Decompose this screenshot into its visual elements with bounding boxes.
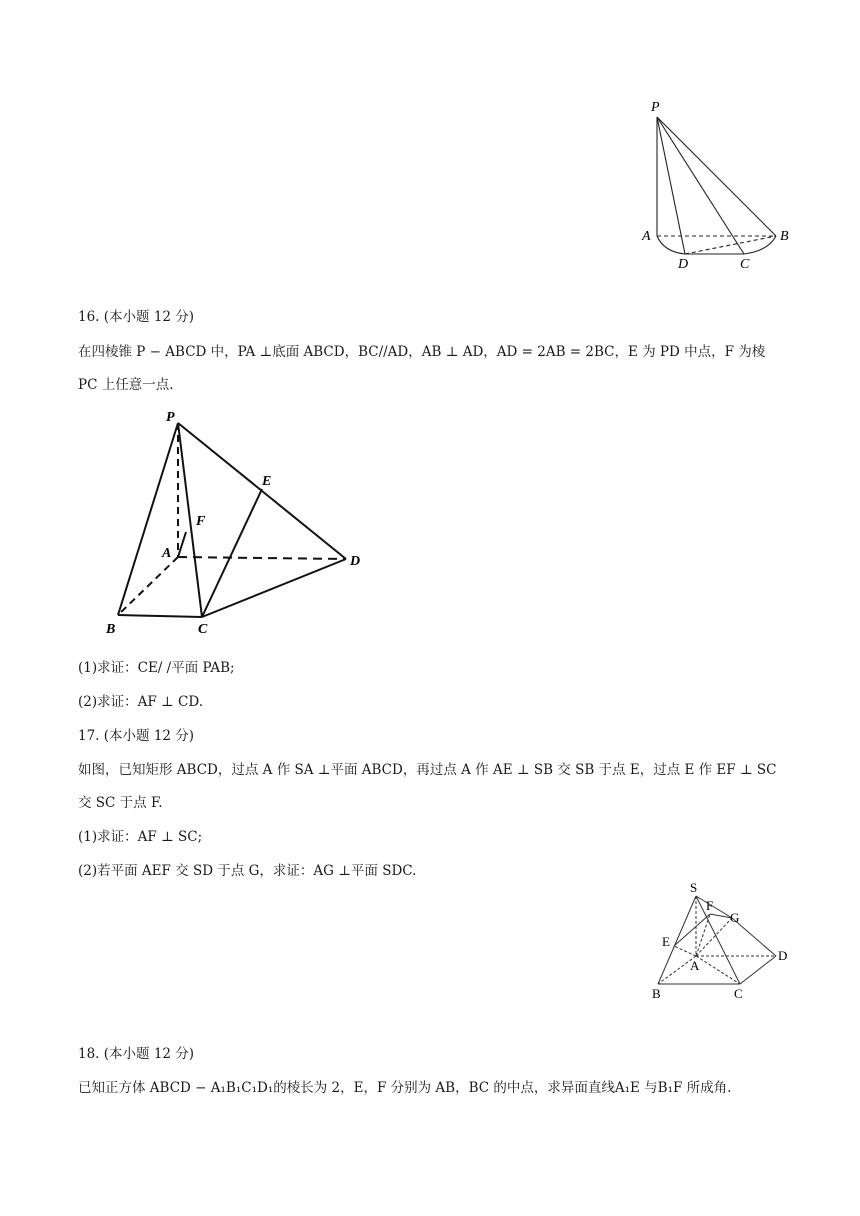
q18-header: 18. (本小题 12 分) [78,1046,195,1062]
pyr16-label-d: D [350,554,361,569]
pyr16-label-b: B [106,622,116,637]
cone-label-b: B [780,229,789,244]
pyr17-label-g: G [730,910,740,925]
pyr17-label-b: B [652,986,661,1001]
q17-part1: (1)求证：AF ⊥ SC; [78,829,203,845]
pyramid16-figure [100,405,370,640]
q16-stem-line2: PC 上任意一点. [78,377,174,393]
q17-part2: (2)若平面 AEF 交 SD 于点 G，求证：AG ⊥平面 SDC. [78,863,417,879]
cone-label-d: D [678,257,689,272]
q18-stem-line1: 已知正方体 ABCD − A₁B₁C₁D₁的棱长为 2，E，F 分别为 AB，BC 的中点，求异面直线A₁E 与B₁F 所成角. [78,1080,732,1096]
pyr17-label-a: A [690,958,700,973]
cone-figure [636,96,796,274]
pyr16-label-e: E [262,474,272,489]
q16-part2: (2)求证：AF ⊥ CD. [78,694,203,710]
pyr17-label-e: E [662,934,670,949]
q17-stem-line2: 交 SC 于点 F. [78,795,163,811]
cone-label-c: C [740,257,750,272]
pyr17-label-c: C [734,986,743,1001]
pyr16-label-a: A [162,546,172,561]
pyr17-label-s: S [690,880,698,895]
pyr17-label-d: D [778,948,788,963]
q17-stem-line1: 如图，已知矩形 ABCD，过点 A 作 SA ⊥平面 ABCD，再过点 A 作 AE ⊥ SB 交 SB 于点 E，过点 E 作 EF ⊥ SC [78,762,777,778]
q16-part1: (1)求证：CE/ /平面 PAB; [78,660,235,676]
pyr16-label-c: C [198,622,208,637]
cone-label-p: P [651,100,660,115]
q17-header: 17. (本小题 12 分) [78,728,195,744]
pyr17-label-f: F [706,898,714,913]
pyr16-label-p: P [166,410,175,425]
q16-header: 16. (本小题 12 分) [78,309,195,325]
q16-stem-line1: 在四棱锥 P − ABCD 中，PA ⊥底面 ABCD，BC//AD，AB ⊥ AD，AD = 2AB = 2BC，E 为 PD 中点，F 为棱 [78,344,766,360]
pyr16-label-f: F [196,514,206,529]
cone-label-a: A [642,229,651,244]
pyramid17-figure [646,878,796,1004]
